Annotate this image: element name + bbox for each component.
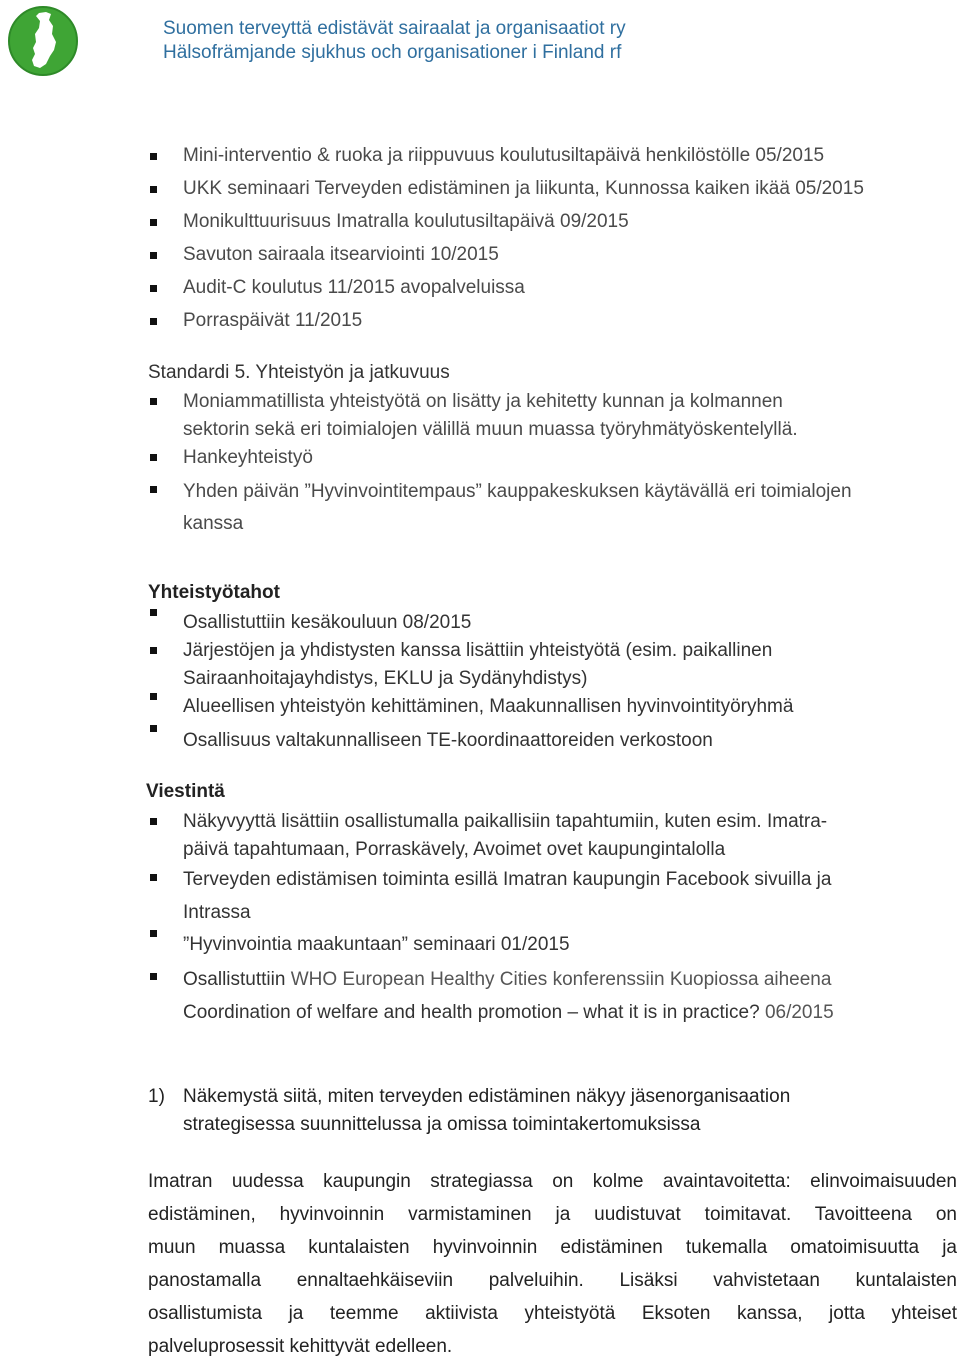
who-prefix: Osallistuttiin (183, 969, 286, 990)
question-line-1: Näkemystä siitä, miten terveyden edistäminen näkyy jäsenorganisaation (183, 1086, 791, 1107)
paragraph-line: palveluprosessit kehittyvät edelleen. (148, 1336, 453, 1357)
events-list (150, 143, 950, 341)
who-conference-link[interactable]: WHO European Healthy Cities konferenssiin Kuopiossa aiheena (290, 969, 832, 990)
org-name-finnish: Suomen terveyttä edistävät sairaalat ja organisaatiot ry (163, 18, 626, 39)
paragraph-line: muun muassa kuntalaisten hyvinvoinnin edistäminen tukemalla omatoimisuutta ja (148, 1237, 957, 1258)
question-line-2: strategisessa suunnittelussa ja omissa toimintakertomuksissa (183, 1114, 701, 1135)
list-item: Osallistuttiin kesäkouluun 08/2015 (150, 609, 950, 637)
list-item: Terveyden edistämisen toiminta esillä Imatran kaupungin Facebook sivuilla ja Intrassa (150, 864, 950, 930)
org-name-swedish: Hälsofrämjande sjukhus och organisationer i Finland rf (163, 42, 622, 63)
list-item: Yhden päivän ”Hyvinvointitempaus” kauppakeskuksen käytävällä eri toimialojen kanssa (150, 476, 950, 540)
paragraph-line: panostamalla ennaltaehkäiseviin palveluihin. Lisäksi vahvistetaan kuntalaisten (148, 1270, 957, 1291)
standard5-heading: Standardi 5. Yhteistyön ja jatkuvuus (148, 362, 450, 383)
who-date: 06/2015 (764, 1002, 834, 1023)
paragraph-line: osallistumista ja teemme aktiivista yhteistyötä Eksoten kanssa, jotta yhteiset (148, 1303, 957, 1324)
paragraph-line: edistäminen, hyvinvoinnin varmistaminen ja uudistuvat toimitavat. Tavoitteena on (148, 1204, 957, 1225)
list-item: ”Hyvinvointia maakuntaan” seminaari 01/2015 (150, 930, 950, 963)
list-item: Moniammatillista yhteistyötä on lisätty ja kehitetty kunnan ja kolmannen sektorin sekä eri toimialojen välillä muun muassa työryhmätyöskentelyllä. (150, 388, 950, 444)
yhteistyo-list (150, 609, 950, 757)
yhteistyo-heading: Yhteistyötahot (148, 582, 280, 603)
paragraph-line: Imatran uudessa kaupungin strategiassa on kolme avaintavoitetta: elinvoimaisuuden (148, 1171, 957, 1192)
page-header (0, 0, 960, 80)
list-item: Audit-C koulutus 11/2015 avopalveluissa (150, 275, 950, 308)
standard5-list (150, 388, 950, 540)
viestinta-list (150, 808, 950, 1029)
question-number: 1) (148, 1086, 165, 1107)
list-item: Järjestöjen ja yhdistysten kanssa lisättiin yhteistyötä (esim. paikallinen Sairaanhoitajayhdistys, EKLU ja Sydänyhdistys) (150, 637, 950, 693)
strategy-paragraph (148, 1165, 957, 1363)
who-topic: Coordination of welfare and health promotion – what it is in practice? (183, 1002, 760, 1023)
who-item (150, 963, 950, 1029)
list-item: Porraspäivät 11/2015 (150, 308, 950, 341)
organization-logo (6, 4, 80, 78)
list-item: Alueellisen yhteistyön kehittäminen, Maakunnallisen hyvinvointityöryhmä (150, 693, 950, 725)
list-item: Näkyvyyttä lisättiin osallistumalla paikallisiin tapahtumiin, kuten esim. Imatra- päivä tapahtumaan, Porraskävely, Avoimet ovet kaupungintalolla (150, 808, 950, 864)
list-item: Osallisuus valtakunnalliseen TE-koordinaattoreiden verkostoon (150, 725, 950, 757)
organization-name (163, 17, 626, 65)
list-item: Hankeyhteistyö (150, 444, 950, 476)
list-item: Mini-interventio & ruoka ja riippuvuus koulutusiltapäivä henkilöstölle 05/2015 (150, 143, 950, 176)
list-item: UKK seminaari Terveyden edistäminen ja liikunta, Kunnossa kaiken ikää 05/2015 (150, 176, 950, 209)
list-item: Savuton sairaala itsearviointi 10/2015 (150, 242, 950, 275)
viestinta-heading: Viestintä (146, 781, 225, 802)
list-item: Monikulttuurisuus Imatralla koulutusiltapäivä 09/2015 (150, 209, 950, 242)
